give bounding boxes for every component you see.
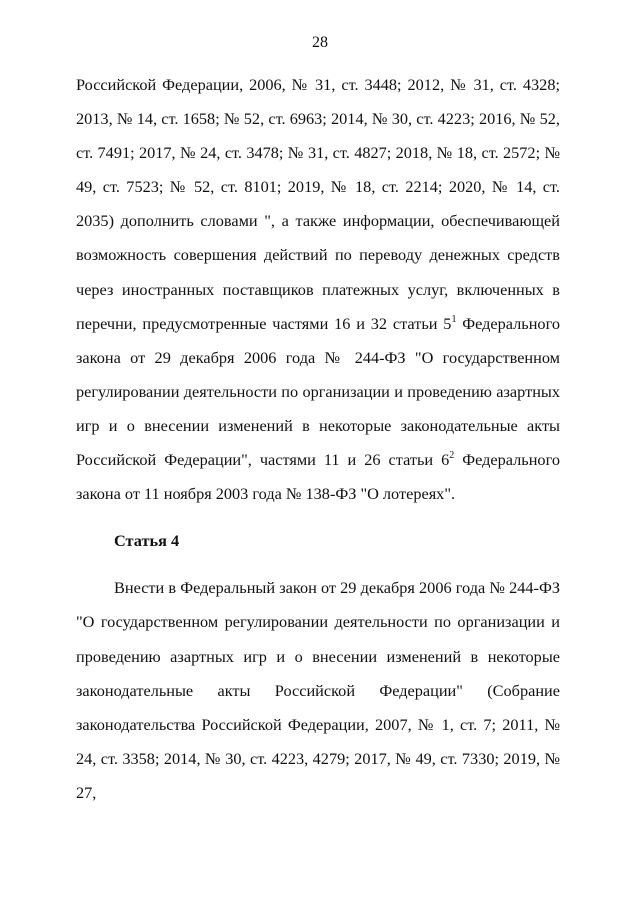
- paragraph-text-part-3: Федерального закона от 11 ноября 2003 года № 138-ФЗ "О лотереях".: [76, 450, 560, 504]
- page-number: 28: [312, 34, 328, 51]
- section-gap: [76, 511, 560, 524]
- paragraph-text-part-1: Российской Федерации, 2006, № 31, ст. 3448; 2012, № 31, ст. 4328; 2013, № 14, ст. 1658; № 52, ст. 6963; 2014, № 30, ст. 4223; 2016, № 52, ст. 7491; 2017, № 24, ст. 3478; № 31, ст. 4827; 2018, № 18, ст. 2572; № 49, ст. 7523; № 52, ст. 8101; 2019, № 18, ст. 2214; 2020, № 14, ст. 2035) дополнить словами ", а также информации, обеспечивающей возможность совершения действий по переводу денежных средств через иностранных поставщиков платежных услуг, включенных в перечни, предусмотренные частями 16 и 32 статьи 5: [76, 75, 560, 333]
- continued-paragraph: [76, 68, 560, 511]
- paragraph-text-part-2: Федерального закона от 29 декабря 2006 года № 244-ФЗ "О государственном регулировании деятельности по организации и проведению азартных игр и о внесении изменений в некоторые законодательные акты Российской Федерации", частями 11 и 26 статьи 6: [76, 313, 560, 470]
- section-gap: [76, 558, 560, 571]
- article-heading: Статья 4: [114, 531, 180, 551]
- article-body: Внести в Федеральный закон от 29 декабря 2006 года № 244-ФЗ "О государственном регулировании деятельности по организации и проведению азартных игр и о внесении изменений в некоторые законодательные акты Российской Федерации" (Собрание законодательства Российской Федерации, 2007, № 1, ст. 7; 2011, № 24, ст. 3358; 2014, № 30, ст. 4223, 4279; 2017, № 49, ст. 7330; 2019, № 27,: [76, 578, 560, 802]
- superscript-article-6: 2: [449, 450, 455, 462]
- document-body: [76, 68, 560, 810]
- superscript-article-5: 1: [451, 313, 457, 325]
